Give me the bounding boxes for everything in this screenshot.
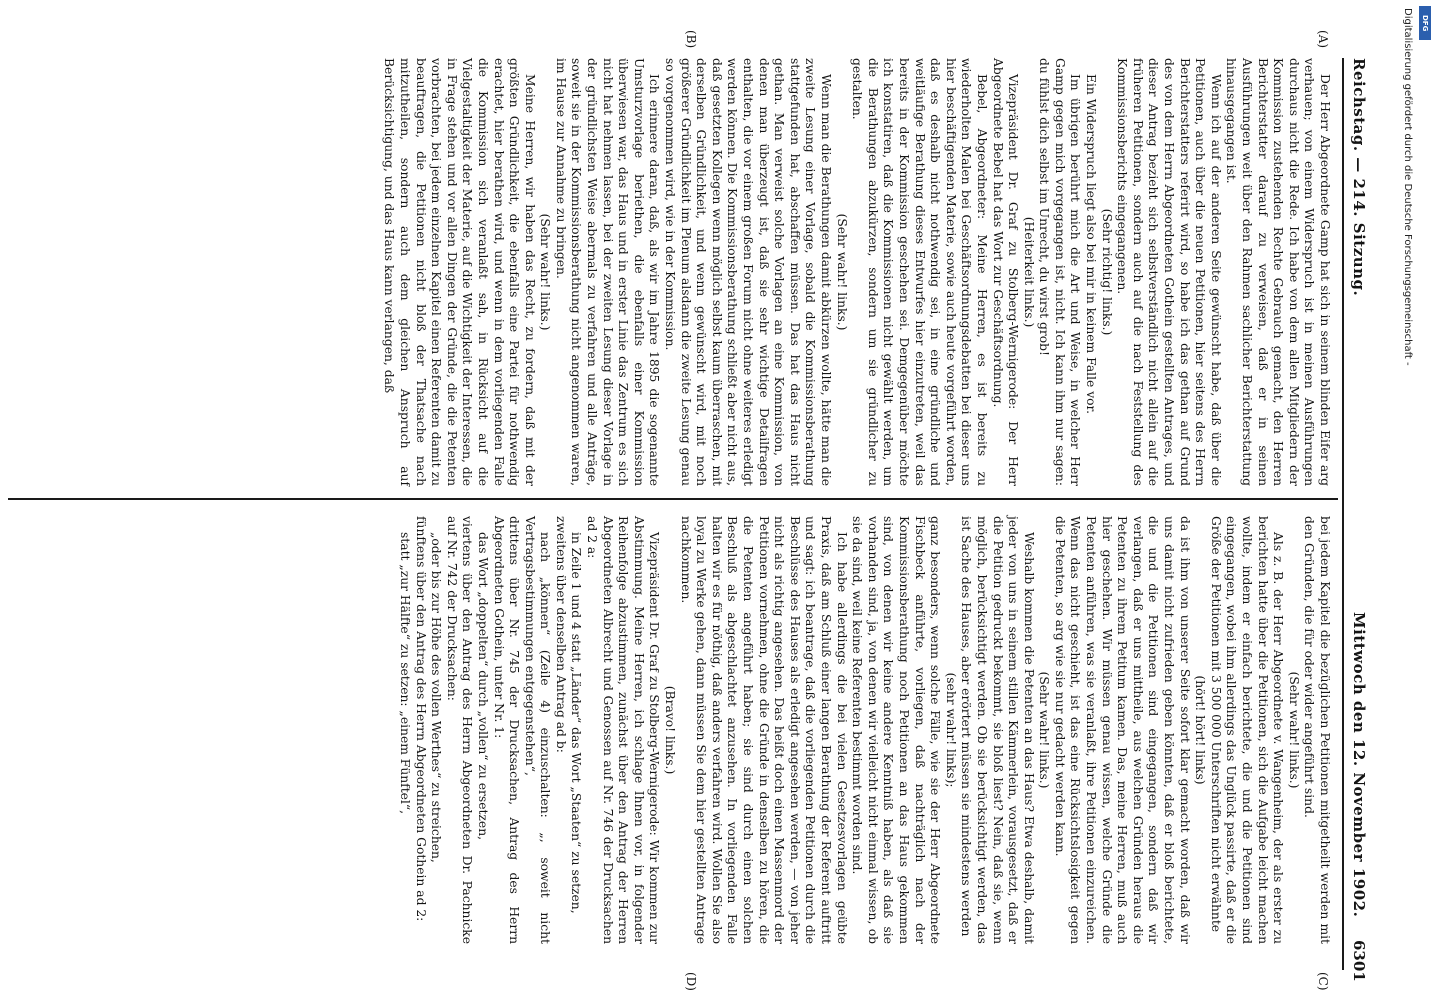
paragraph: Ich erinnere daran, daß, als wir im Jahre 1895 die sogenannte Umsturzvorlage beriethen, die ebenfalls einer Kommission überwiesen war, das Haus und in erster Linie das Zentrum es sich nicht hat nehmen lassen, bei der zweiten Lesung dieser Vorlage in der gründlichsten Weise abermals zu verfahren und alle Anträge, soweit sie in der Kommissionsberathung nicht angenommen waren, im Hause zur Annahme zu bringen. — [553, 58, 662, 486]
margin-marker-b: (B) — [684, 30, 698, 49]
margin-marker-a: (A) — [1316, 30, 1330, 49]
interjection: (Sehr wahr! links.) — [1037, 671, 1052, 789]
paragraph: Vizepräsident Dr. Graf zu Stolberg-Wernigerode: Wir kommen zur Abstimmung. Meine Herren, ich schlage Ihnen vor, in folgender Reihenfolge abzustimmen, zunächst über den Antrag der Herren Abgeordneten Albrecht und Genossen auf Nr. 746 der Drucksachen ad 2 a: — [585, 516, 662, 944]
paragraph: drittens über Nr. 745 der Drucksachen, Antrag des Herrn Abgeordneten Gothein, unter Nr. 1: — [491, 516, 522, 944]
interjection: (sehr wahr! links); — [943, 672, 958, 788]
paragraph: Der Herr Abgeordnete Gamp hat sich in seinem blinden Eifer arg verhauen; von einem Widerspruch ist in meinen Ausführungen durchaus nicht die Rede. Ich habe von dem allen Mitgliedern der Kommission zustehenden Rechte Gebrauch gemacht, den Herren Berichterstatter darauf zu verweisen, daß er in seinen Ausführungen weit über den Rahmen sachlicher Berichterstattung hinausgegangen ist. — [1224, 58, 1332, 486]
paragraph: Meine Herren, wir haben das Recht, zu fordern, daß mit der größten Gründlichkeit, die ebenfalls eine Partei für nothwendig erachtet, hier berathen wird, und wenn in dem vorliegenden Falle die Kommission sich veranlaßt sah, in Rücksicht auf die Vielgestaltigkeit der Materie, auf die Wichtigkeit der Interessen, die in Frage stehen und vor allen Dingen der Gründe, die die Petenten vorbrachten, bei jedem einzelnen Kapitel einen Referenten damit zu beauftragen, die Petitionen nicht bloß der Thatsache nach mitzutheilen, sondern auch dem gleichen Anspruch auf Berücksichtigung, und das Haus kann verlangen, daß — [382, 58, 537, 486]
header-rule — [1342, 58, 1344, 970]
paragraph: Ich habe allerdings die bei vielen Gesetzesvorlagen geübte Praxis, daß am Schluß einer langen Berathung der Referent auftritt und sagt: ich beantrage, daß die vorliegenden Petitionen durch die Beschlüsse des Hauses als erledigt angesehen werden, — von jeher nicht als richtig angesehen. Das heißt doch einen Massenmord der Petitionen vornehmen, ohne die Gründe in denselben zu hören, die die Petenten angeführt haben; sie sind durch einen solchen Beschluß als abgeschlachtet anzusehen. In vorliegenden Falle halten wir es für nöthig, daß anders verfahren wird. Wollen Sie also loyal zu Werke gehen, dann müssen Sie dem hier gestellten Antrage nachkommen. — [678, 516, 849, 944]
interjection: (Sehr wahr! links.) — [538, 213, 553, 331]
paragraph: Ein Widerspruch liegt also bei mir in keinem Falle vor. — [1084, 74, 1099, 414]
paragraph: Als z. B. der Herr Abgeordnete v. Wangenheim, der als erster zu berichten hatte über die Petitionen, sich die Aufgabe leicht machen wollte, indem er einfach berichtete, die und die Petitionen sind eingegangen, wobei ihm allerdings das Unglück passirte, daß er die Größe der Petitionen mit 3 500 000 Unterschriften nicht erwähnte — [1208, 516, 1286, 944]
paragraph: bei jedem Kapitel die bezüglichen Petitionen mitgetheilt werden mit den Gründen, die für oder wider angeführt sind. — [1302, 516, 1332, 944]
paragraph: Vizepräsident Dr. Graf zu Stolberg-Wernigerode: Der Herr Abgeordnete Bebel hat das Wort zur Geschäftsordnung. — [990, 58, 1021, 486]
paragraph: Wenn man die Berathungen damit abkürzen wollte, hätte man die zweite Lesung einer Vorlage, sobald die Kommissionsberathung stattgefunden hat, abschaffen müssen. Das hat das Haus nicht gethan. Man verweist solche Vorlagen an eine Kommission, von denen man überzeugt ist, daß sie sehr wichtige Detailfragen enthalten, die vor einem großen Forum nicht ohne weiteres erledigt werden können. Die Kommissionsberathung schließt aber nicht aus, daß gesetzten Kollegen wenn möglich selbst kaum überraschen, mit derselben Gründlichkeit, und wenn gewünscht wird, mit noch größerer Gründlichkeit im Plenum alsdann die zweite Lesung genau so vorgenommen wird, wie in der Kommission. — [663, 58, 833, 486]
digitization-credit — [1402, 8, 1422, 708]
margin-marker-d: (D) — [684, 972, 698, 991]
paragraph: viertens über den Antrag des Herrn Abgeordneten Dr. Pachnicke auf Nr. 742 der Drucksachen: — [444, 516, 475, 944]
paragraph: zweitens über denselben Antrag ad b: — [553, 516, 568, 753]
header-session: Reichstag. — 214. Sitzung. — [1350, 58, 1368, 297]
interjection: (hört! hört! links) — [1193, 675, 1208, 785]
page-header — [1338, 0, 1390, 1000]
left-column — [381, 58, 1332, 486]
paragraph: da ist ihm von unserer Seite sofort klar gemacht worden, daß wir uns damit nicht zufrieden geben könnten, daß er bloß berichtete, die und die Petitionen sind eingegangen, sondern daß wir verlangen, daß er uns mittheile, aus welchen Gründen heraus die Petenten zu ihrem Petitum kamen. Das, meine Herren, muß auch hier geschehen. Wir müssen genau wissen, welche Gründe die Petenten anführen, was sie veranlaßt, ihre Petitionen einzureichen. Wenn das nicht geschieht, ist das eine Rücksichtslosigkeit gegen die Petenten, so arg wie sie nur gedacht werden kann. — [1052, 516, 1192, 944]
page-number: 6301 — [1350, 940, 1368, 982]
interjection: (Sehr richtig! links.) — [1099, 208, 1114, 336]
dfg-logo: DFG — [1419, 6, 1431, 40]
interjection: (Heiterkeit links.) — [1021, 216, 1036, 328]
paragraph: Weshalb kommen die Petenten an das Haus? Etwa deshalb, damit jeder von uns in seinem stillen Kämmerlein, vorausgesetzt, daß er die Petition gedruckt bekommt, sie bloß liest? Nein, daß sie, wenn möglich, berücksichtigt werden. Ob sie berücksichtigt werden, das ist Sache des Hauses, aber erörtert müssen sie mindestens werden — [959, 516, 1036, 944]
paragraph: Wenn ich auf der anderen Seite gewünscht habe, daß über die Petitionen, auch über die neuen Petitionen, hier seitens des Herrn Berichterstatters referirt wird, so habe ich das gethan auf Grund des von dem Herrn Abgeordneten Gothein gestellten Antrages, und dieser Antrag bezieht sich selbstverständlich nicht allein auf die früheren Petitionen, sondern auch auf die nach Feststellung des Kommissionsberichts eingegangenen. — [1115, 58, 1223, 486]
margin-marker-c: (C) — [1316, 972, 1330, 991]
paragraph: das Wort „doppelten“ durch „vollen“ zu ersetzen, — [475, 532, 490, 841]
credit-text: Digitalisierung gefördert durch die Deutsche Forschungsgemeinschaft - — [1402, 8, 1413, 366]
paragraph: Bebel, Abgeordneter: Meine Herren, es ist bereits zu wiederholten Malen bei Geschäftsordnungsdebatten bei dieser uns hier beschäftigenden Materie, sowie auch heute vorgeführt worden, daß es deshalb nicht nothwendig sei, in eine gründliche und weitläufige Berathung dieses Entwurfes hier einzutreten, weil das bereits in der Kommission geschehen sei. Demgegenüber möchte ich konstatiren, daß die Kommissionen nicht gewählt werden, um die Berathungen abzukürzen, sondern um sie gründlicher zu gestalten. — [850, 58, 989, 486]
paragraph: nach „können“ (Zeile 4) einzuschalten: „, soweit nicht Vertragsbestimmungen entgegenstehen“, — [522, 516, 553, 944]
interjection: (Sehr wahr! links.) — [834, 213, 849, 331]
interjection: (Bravo! links.) — [663, 685, 678, 775]
interjection: (Sehr wahr! links.) — [1286, 671, 1301, 789]
paragraph: „oder bis zur Höhe des vollen Werthes“ zu streichen, — [429, 532, 444, 863]
paragraph: statt „zur Hälfte“ zu setzen: „einem Fünftel“, — [397, 532, 412, 815]
column-divider — [8, 498, 1338, 500]
paragraph: ganz besonders, wenn solche Fälle, wie sie der Herr Abgeordnete Fischbeck anführte, vorliegen, daß nachträglich nach der Kommissionsberathung noch Petitionen an das Haus gekommen sind, von denen wir keine andere Kenntniß haben, als daß sie vorhanden sind, ja, von denen wir vielleicht nicht einmal wissen, ob sie da sind, weil keine Referenten bestimmt worden sind. — [850, 516, 943, 944]
paragraph: fünftens über den Antrag des Herrn Abgeordneten Gothein ad 2: — [413, 516, 428, 922]
paragraph: in Zeile 1 und 4 statt „Länder“ das Wort „Staaten“ zu setzen, — [569, 532, 584, 914]
right-column — [396, 516, 1332, 944]
header-date: Mittwoch den 12. November 1902. — [1350, 612, 1368, 918]
paragraph: Im übrigen berührt mich die Art und Weise, in welcher Herr Gamp gegen mich vorgegangen ist, nicht. Ich kann ihm nur sagen: du fühlst dich selbst im Unrecht, du wirst grob! — [1037, 58, 1083, 486]
